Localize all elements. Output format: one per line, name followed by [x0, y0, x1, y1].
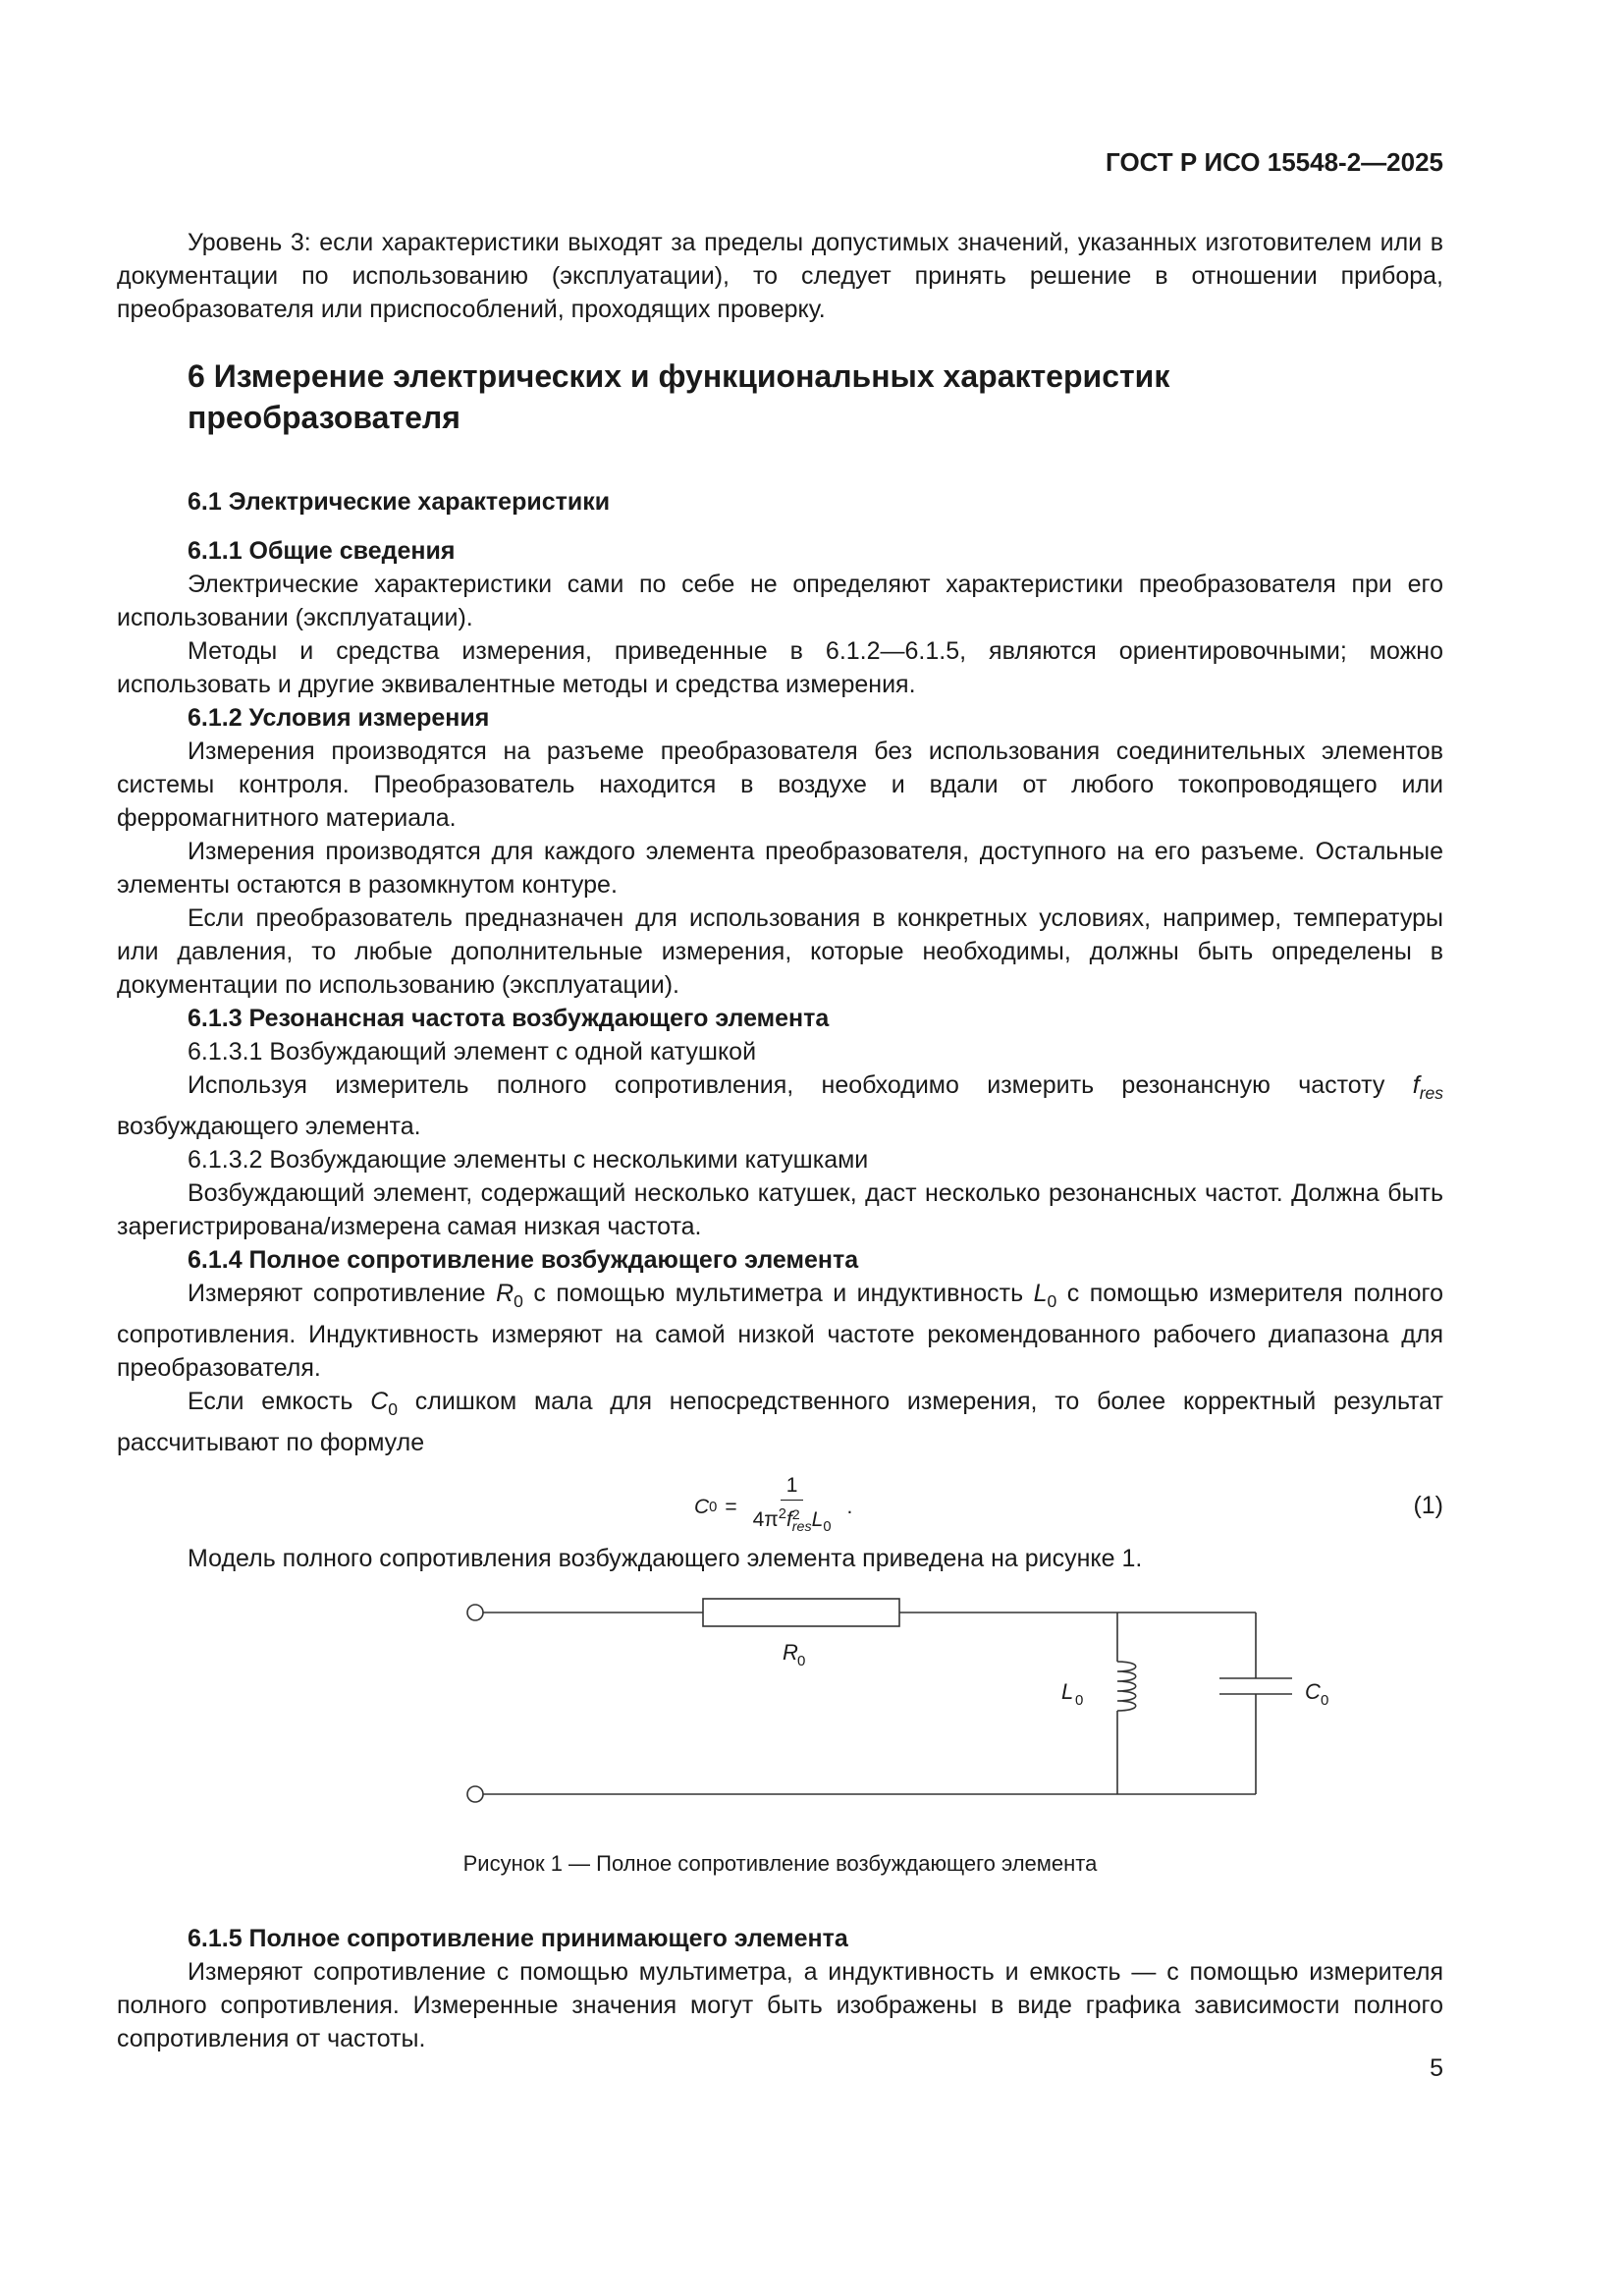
label-r-sub: 0: [797, 1653, 806, 1669]
terminal-bottom-icon: [467, 1786, 483, 1802]
section-6-heading: 6 Измерение электрических и функциональных характеристик преобразователя: [188, 358, 1170, 435]
formula-number: (1): [1413, 1492, 1443, 1519]
paragraph-text: Если емкость: [188, 1388, 371, 1415]
paragraph-text: Используя измеритель полного сопротивления, необходимо измерить резонансную частоту: [188, 1071, 1413, 1099]
formula-sup: 2: [778, 1506, 786, 1523]
formula-res: res: [791, 1518, 812, 1535]
symbol-l: L: [1033, 1280, 1048, 1307]
section-6-1-3-1-paragraph: [117, 1068, 1443, 1143]
section-6-1-2-paragraph-1: Измерения производятся на разъеме преобразователя без использования соединительных элементов системы контроля. Преобразователь находится в воздухе и вдали от любого токопроводящего или ферромагнитного материала.: [117, 738, 1443, 832]
formula-sup: 2: [791, 1506, 800, 1523]
symbol-c: C: [370, 1388, 389, 1415]
formula-sub: 0: [823, 1519, 832, 1536]
symbol-r: R: [496, 1280, 514, 1307]
formula-1: [117, 1474, 1443, 1538]
formula-c-sub: 0: [709, 1500, 718, 1515]
section-6-1-3-2-paragraph: Возбуждающий элемент, содержащий несколько катушек, даст несколько резонансных частот. Должна быть зарегистрирована/измерена самая низкая частота.: [117, 1179, 1443, 1240]
resistor-icon: [703, 1599, 899, 1626]
section-6-1-1-paragraph-1: Электрические характеристики сами по себе не определяют характеристики преобразователя при его использовании (эксплуатации).: [117, 571, 1443, 631]
section-6-1-4-paragraph-3: Модель полного сопротивления возбуждающего элемента приведена на рисунке 1.: [188, 1545, 1143, 1572]
section-6-1-1-heading: 6.1.1 Общие сведения: [188, 537, 456, 565]
formula-l: L: [811, 1508, 824, 1532]
formula-denominator: [747, 1501, 838, 1541]
section-6-1-2-paragraph-2: Измерения производятся для каждого элемента преобразователя, доступного на его разъеме. Остальные элементы остаются в разомкнутом контуре.: [117, 838, 1443, 899]
formula-equals: =: [725, 1496, 737, 1518]
formula-numerator: 1: [781, 1473, 804, 1501]
label-c-sub: 0: [1321, 1692, 1329, 1709]
label-c: C: [1305, 1679, 1321, 1704]
formula-c: C: [694, 1496, 710, 1518]
symbol-f: f: [1412, 1071, 1420, 1099]
circuit-diagram: [343, 1593, 1329, 1829]
paragraph-text: слишком мала для непосредственного измерения, то более корректный результат рассчитывают по формуле: [117, 1388, 1443, 1456]
symbol-sub: 0: [514, 1291, 523, 1311]
formula-f: f: [785, 1508, 792, 1532]
section-6-1-5-heading: 6.1.5 Полное сопротивление принимающего элемента: [188, 1925, 848, 1952]
label-l: L: [1061, 1679, 1074, 1704]
figure-1-circuit: [117, 1593, 1443, 1833]
formula-body: [694, 1474, 853, 1538]
label-r: R: [783, 1640, 798, 1665]
terminal-top-icon: [467, 1605, 483, 1620]
figure-1-caption: Рисунок 1 — Полное сопротивление возбуждающего элемента: [462, 1851, 1098, 1876]
symbol-sub: 0: [1047, 1291, 1057, 1311]
symbol-sub: 0: [388, 1399, 398, 1419]
formula-4pi: 4π: [752, 1508, 779, 1532]
section-6-1-3-2-heading: 6.1.3.2 Возбуждающие элементы с несколькими катушками: [188, 1146, 869, 1174]
section-6-1-4-heading: 6.1.4 Полное сопротивление возбуждающего элемента: [188, 1246, 859, 1274]
document-code: ГОСТ Р ИСО 15548-2—2025: [1106, 147, 1443, 177]
section-6-1-4-paragraph-1: [117, 1277, 1443, 1385]
label-l-sub: 0: [1075, 1692, 1084, 1709]
section-6-1-5-paragraph: Измеряют сопротивление с помощью мультиметра, а индуктивность и емкость — с помощью измерителя полного сопротивления. Измеренные значения могут быть изображены в виде графика зависимости полного сопротивления от частоты.: [117, 1958, 1443, 2052]
section-6-1-3-heading: 6.1.3 Резонансная частота возбуждающего элемента: [188, 1005, 830, 1032]
section-6-1-2-heading: 6.1.2 Условия измерения: [188, 704, 490, 732]
section-6-1-3-1-heading: 6.1.3.1 Возбуждающий элемент с одной катушкой: [188, 1038, 757, 1066]
page-number: 5: [1430, 2054, 1443, 2082]
page-content: [117, 226, 1443, 2055]
section-6-1-1-paragraph-2: Методы и средства измерения, приведенные в 6.1.2—6.1.5, являются ориентировочными; можно использовать и другие эквивалентные методы и средства измерения.: [117, 637, 1443, 698]
section-6-1-heading: 6.1 Электрические характеристики: [188, 488, 611, 516]
formula-fraction: [747, 1473, 838, 1541]
inductor-icon: [1117, 1662, 1136, 1711]
formula-dot: .: [846, 1496, 853, 1518]
section-6-1-2-paragraph-3: Если преобразователь предназначен для использования в конкретных условиях, например, температуры или давления, то любые дополнительные измерения, которые необходимы, должны быть определены в документации по использованию (эксплуатации).: [117, 904, 1443, 999]
paragraph-text: Измеряют сопротивление: [188, 1280, 497, 1307]
paragraph-text: с помощью измерителя полного сопротивления. Индуктивность измеряют на самой низкой частоте рекомендованного рабочего диапазона для преобразователя.: [117, 1280, 1443, 1382]
paragraph-text: с помощью мультиметра и индуктивность: [522, 1280, 1034, 1307]
section-6-1-4-paragraph-2: [117, 1385, 1443, 1459]
paragraph-text: возбуждающего элемента.: [117, 1113, 421, 1140]
intro-paragraph-level3: Уровень 3: если характеристики выходят за пределы допустимых значений, указанных изготовителем или в документации по использованию (эксплуатации), то следует принять решение в отношении прибора, преобразователя или приспособлений, проходящих проверку.: [117, 229, 1443, 323]
symbol-res: res: [1419, 1083, 1443, 1103]
